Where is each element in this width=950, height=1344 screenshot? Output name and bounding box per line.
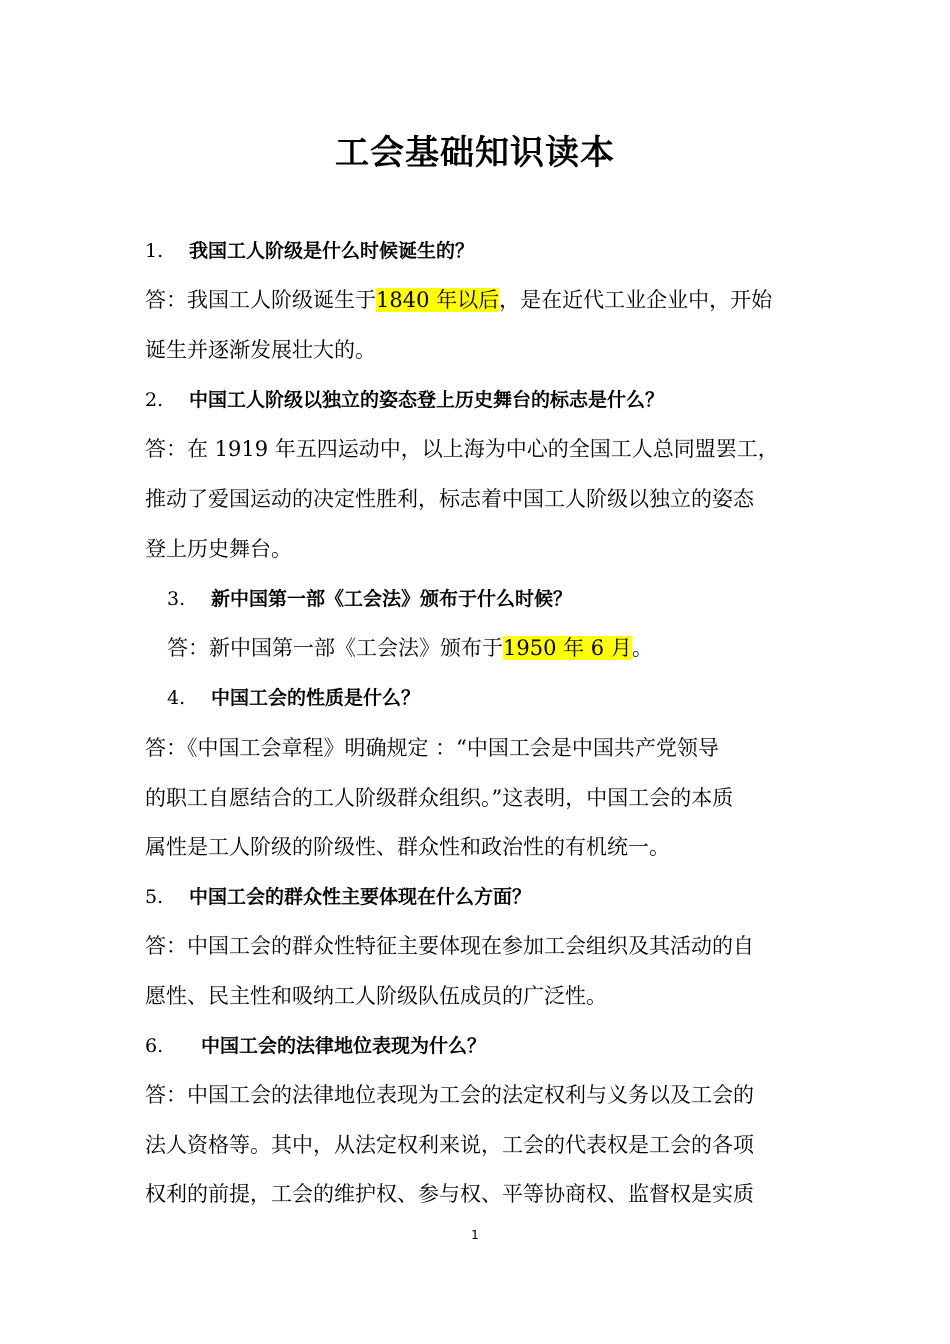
answer-line: 的职工自愿结合的工人阶级群众组织。”这表明，中国工会的本质 (145, 786, 734, 810)
question-text: 中国工会的法律地位表现为什么？ (201, 1035, 487, 1057)
answer-line: 推动了爱国运动的决定性胜利，标志着中国工人阶级以独立的姿态 (145, 487, 754, 511)
answer-line: 登上历史舞台。 (145, 537, 292, 561)
highlighted-text: 1950 年 6 月 (503, 636, 632, 660)
highlighted-text: 1840 年以后 (376, 288, 500, 312)
question-text: 中国工会的群众性主要体现在什么方面？ (189, 886, 532, 908)
answer-line: 答：中国工会的法律地位表现为工会的法定权利与义务以及工会的 (145, 1083, 754, 1107)
question-5 (145, 882, 531, 912)
answer-line: 答：新中国第一部《工会法》颁布于1950 年 6 月。 (167, 636, 653, 660)
question-number: 4. (167, 687, 186, 709)
answer-line: 愿性、民主性和吸纳工人阶级队伍成员的广泛性。 (145, 984, 607, 1008)
page-number: 1 (471, 1228, 479, 1242)
question-1 (145, 236, 474, 266)
question-text: 中国工人阶级以独立的姿态登上历史舞台的标志是什么？ (189, 389, 665, 411)
answer-line: 答：我国工人阶级诞生于1840 年以后，是在近代工业企业中，开始 (145, 288, 773, 312)
question-text: 我国工人阶级是什么时候诞生的？ (189, 240, 475, 262)
answer-line: 答：中国工会的群众性特征主要体现在参加工会组织及其活动的自 (145, 934, 754, 958)
question-text: 中国工会的性质是什么？ (211, 687, 421, 709)
question-number: 5. (145, 886, 164, 908)
question-number: 2. (145, 389, 164, 411)
question-4 (167, 683, 420, 713)
question-text: 新中国第一部《工会法》颁布于什么时候？ (211, 588, 573, 610)
answer-line: 权利的前提，工会的维护权、参与权、平等协商权、监督权是实质 (145, 1182, 754, 1206)
question-3 (167, 584, 572, 614)
document-title: 工会基础知识读本 (335, 133, 615, 173)
answer-line: 答：《中国工会章程》明确规定 ：“中国工会是中国共产党领导 (145, 736, 719, 760)
question-number: 1. (145, 240, 164, 262)
answer-line: 诞生并逐渐发展壮大的。 (145, 338, 376, 362)
answer-line: 属性是工人阶级的阶级性、群众性和政治性的有机统一。 (145, 835, 670, 859)
question-2 (145, 385, 664, 415)
question-number: 3. (167, 588, 186, 610)
question-6 (145, 1031, 486, 1061)
question-number: 6. (145, 1035, 164, 1057)
answer-line: 答：在 1919 年五四运动中，以上海为中心的全国工人总同盟罢工， (145, 437, 779, 461)
answer-line: 法人资格等。其中，从法定权利来说，工会的代表权是工会的各项 (145, 1133, 754, 1157)
